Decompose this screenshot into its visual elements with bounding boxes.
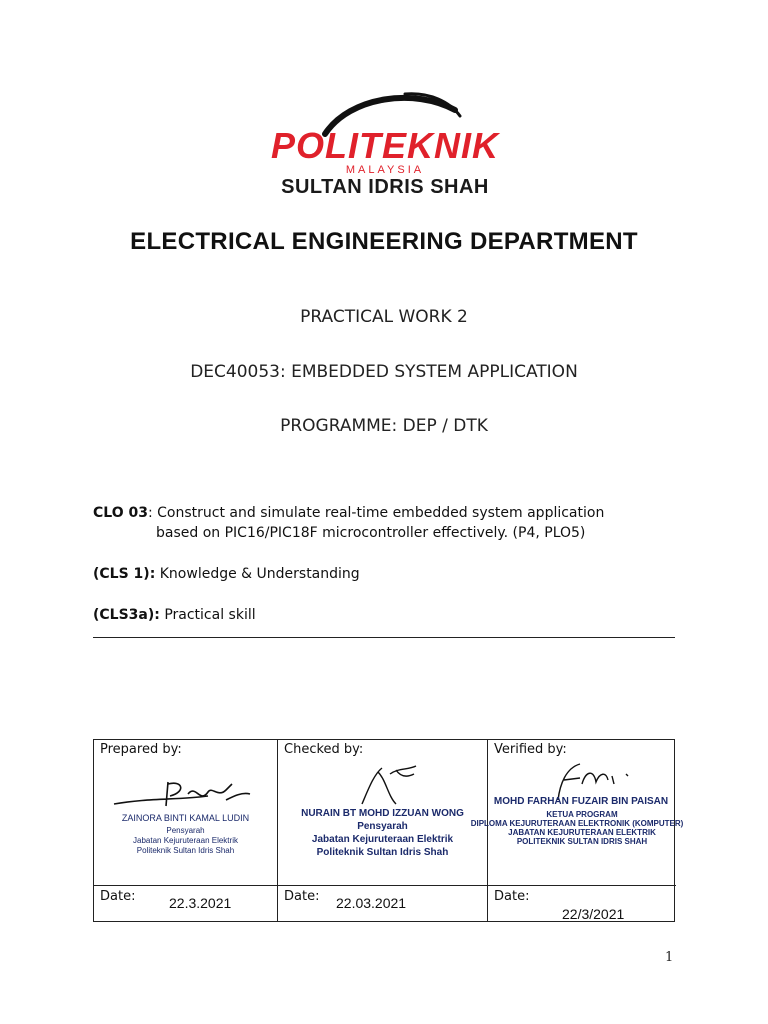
logo-wordmark: POLITEKNIK [270,125,499,166]
logo-campus: SULTAN IDRIS SHAH [281,176,489,198]
page-number: 1 [665,950,674,965]
prepared-signature-icon [108,774,258,814]
verified-date-row [488,885,676,924]
prepared-date: 22.3.2021 [169,895,232,911]
course-title: DEC40053: EMBEDDED SYSTEM APPLICATION [190,362,578,382]
prepared-line-3: Politeknik Sultan Idris Shah [136,846,235,855]
programme-title: PROGRAMME: DEP / DTK [280,416,488,436]
prepared-date-row [94,885,277,924]
cls1-label: (CLS 1): [93,566,156,582]
cls3a-statement [93,607,256,623]
checked-column [278,740,488,921]
prepared-column [94,740,278,921]
verified-column [470,740,684,922]
checked-signature-icon [356,760,426,810]
verified-name: MOHD FARHAN FUZAIR BIN PAISAN [493,796,669,807]
prepared-name: ZAINORA BINTI KAMAL LUDIN [121,813,250,823]
clo-label: CLO 03 [93,505,148,521]
verified-line-1: KETUA PROGRAM [546,810,618,819]
checked-date-label: Date: [284,889,320,904]
checked-name: NURAIN BT MOHD IZZUAN WONG [301,808,464,819]
verified-line-2: DIPLOMA KEJURUTERAAN ELEKTRONIK (KOMPUTER) [470,819,684,828]
clo-line1: : Construct and simulate real-time embedded system application [147,505,605,521]
clo-statement [93,503,693,543]
checked-line-3: Politeknik Sultan Idris Shah [316,847,449,858]
verified-line-4: POLITEKNIK SULTAN IDRIS SHAH [516,837,648,846]
horizontal-rule [93,637,675,638]
checked-date: 22.03.2021 [336,895,407,911]
verified-header: Verified by: [494,742,567,757]
verified-line-3: JABATAN KEJURUTERAAN ELEKTRIK [508,828,656,837]
checked-date-row [278,885,487,924]
prepared-date-label: Date: [100,889,136,904]
practical-title: PRACTICAL WORK 2 [300,307,468,327]
signature-table [93,739,684,922]
clo-line2: based on PIC16/PIC18F microcontroller effectively. (P4, PLO5) [156,525,586,541]
checked-line-2: Jabatan Kejuruteraan Elektrik [311,834,454,845]
cls3a-text: Practical skill [159,607,256,623]
prepared-header: Prepared by: [100,742,182,757]
verified-date: 22/3/2021 [562,906,625,922]
logo-country: MALAYSIA [345,164,425,176]
department-title: ELECTRICAL ENGINEERING DEPARTMENT [130,228,638,255]
politeknik-logo [255,88,515,198]
prepared-line-1: Pensyarah [166,826,205,835]
verified-date-label: Date: [494,889,530,904]
cls1-text: Knowledge & Understanding [155,566,360,582]
prepared-line-2: Jabatan Kejuruteraan Elektrik [133,836,238,845]
cls1-statement [93,566,360,582]
checked-header: Checked by: [284,742,364,757]
cls3a-label: (CLS3a): [93,607,160,623]
checked-line-1: Pensyarah [357,821,408,832]
